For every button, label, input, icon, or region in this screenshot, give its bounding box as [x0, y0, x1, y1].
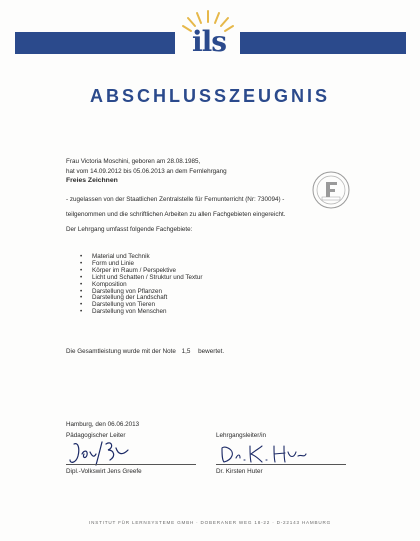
header-band-left: [15, 32, 175, 54]
list-item: • Darstellung von Pflanzen: [80, 289, 203, 296]
grade-prefix: Die Gesamtleistung wurde mit der Note: [66, 348, 176, 355]
subjects-list: [80, 254, 203, 316]
right-signature-line: [216, 464, 346, 465]
grade-value: 1,5: [181, 348, 191, 355]
header-band-right: [240, 32, 406, 54]
list-item: • Darstellung der Landschaft: [80, 295, 203, 302]
grade-line: [66, 348, 224, 356]
student-info-line: Frau Victoria Moschini, geboren am 28.08.1985,: [66, 158, 201, 165]
ils-logo: ils: [191, 25, 227, 58]
list-item: • Licht und Schatten / Struktur und Textur: [80, 275, 203, 282]
left-signatory-name: Dipl.-Volkswirt Jens Greefe: [66, 468, 142, 475]
approval-line: - zugelassen von der Staatlichen Zentralstelle für Fernunterricht (Nr: 730094) -: [66, 196, 285, 203]
right-signatory-name: Dr. Kirsten Huter: [216, 468, 263, 475]
list-item: • Darstellung von Tieren: [80, 302, 203, 309]
accreditation-seal-icon: [311, 170, 351, 210]
list-item: • Darstellung von Menschen: [80, 309, 203, 316]
grade-suffix: bewertet.: [198, 348, 225, 355]
subjects-intro: Der Lehrgang umfasst folgende Fachgebiete:: [66, 226, 193, 233]
participation-line: teilgenommen und die schriftlichen Arbeiten zu allen Fachgebieten eingereicht.: [66, 211, 286, 218]
list-item: • Material und Technik: [80, 254, 203, 261]
right-signatory-role: Lehrgangsleiter/in: [216, 432, 267, 439]
left-signatory-role: Pädagogischer Leiter: [66, 432, 126, 439]
course-title: Freies Zeichnen: [66, 177, 118, 184]
place-date: Hamburg, den 06.06.2013: [66, 421, 140, 428]
left-signature-line: [66, 464, 196, 465]
list-item: • Komposition: [80, 282, 203, 289]
footer-address: INSTITUT FÜR LERNSYSTEME GMBH · DOBERANER WEG 18-22 · D-22143 HAMBURG: [89, 520, 331, 525]
course-period-line: hat vom 14.09.2012 bis 05.06.2013 an dem Fernlehrgang: [66, 168, 227, 175]
list-item: • Form und Linie: [80, 261, 203, 268]
page-title: ABSCHLUSSZEUGNIS: [89, 86, 330, 106]
list-item: • Körper im Raum / Perspektive: [80, 268, 203, 275]
right-signature: [218, 440, 308, 466]
